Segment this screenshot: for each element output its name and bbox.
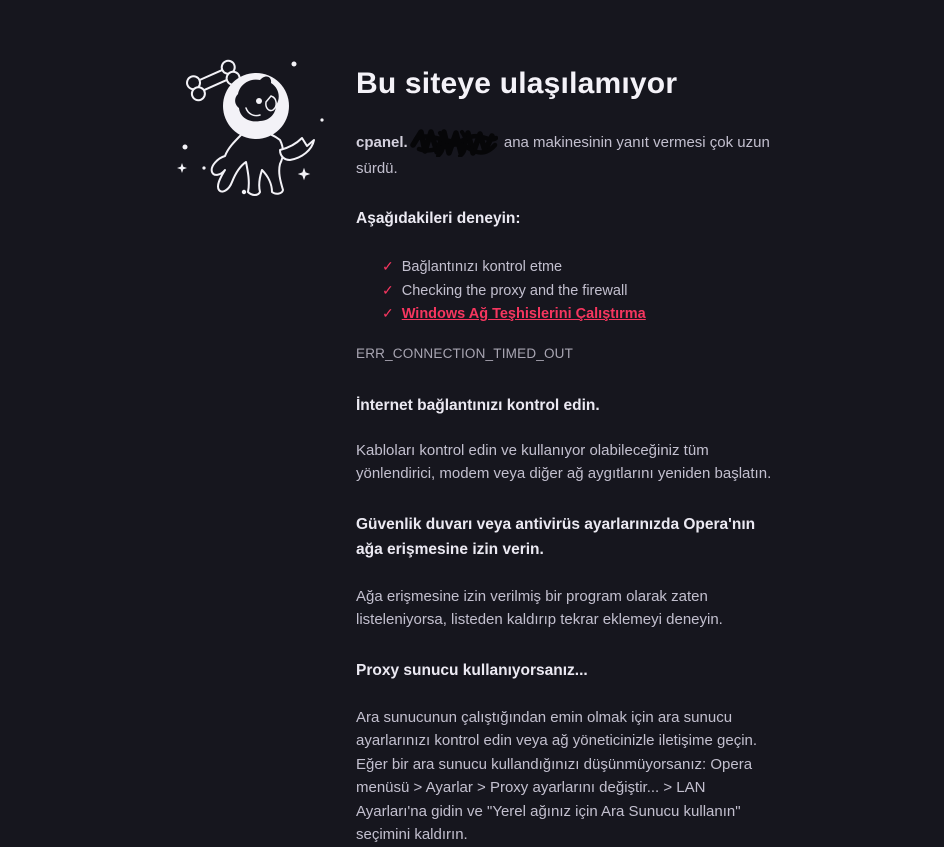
suggestion-item [382, 255, 776, 279]
star-dot [202, 166, 205, 169]
suggestion-label: Checking the proxy and the firewall [401, 282, 628, 299]
suggestion-label: Bağlantınızı kontrol etme [401, 259, 563, 275]
star-dot [320, 118, 323, 121]
check-icon: ✓ [382, 281, 394, 298]
dog-tail [280, 138, 314, 160]
dog-body [212, 131, 283, 195]
section-body-proxy: Ara sunucunun çalıştığından emin olmak için ara sunucu ayarlarınızı kontrol edin veya ağ yöneticinizle iletişime geçin. Eğer bir ara sunucu kullandığınızı düşünmüyorsanız: Opera menüsü > Ayarlar > Proxy ayarlarını değiştir... > LAN Ayarları'na gidin ve "Yerel ağınız için Ara Sunucu kullanın" seçimini kaldırın. [356, 708, 758, 843]
error-content [356, 0, 776, 847]
star-sparkle [177, 163, 187, 173]
section-heading-internet: İnternet bağlantınızı kontrol edin. [356, 396, 600, 414]
check-icon: ✓ [382, 305, 394, 321]
section-body-internet: Kabloları kontrol edin ve kullanıyor olabileceğiniz tüm yönlendirici, modem veya diğer ağ aygıtlarını yeniden başlatın. [356, 441, 772, 482]
suggestion-item [382, 279, 776, 303]
redacted-hostname-scribble [410, 127, 498, 157]
section-heading-proxy: Proxy sunucu kullanıyorsanız... [356, 661, 588, 679]
error-code: ERR_CONNECTION_TIMED_OUT [356, 345, 574, 361]
page-title: Bu siteye ulaşılamıyor [356, 67, 678, 100]
star-dot [292, 62, 297, 67]
suggestions-heading: Aşağıdakileri deneyin: [356, 210, 521, 227]
astronaut-dog-illustration [176, 50, 336, 200]
star-dot [183, 145, 188, 150]
hostname-prefix: cpanel. [356, 134, 408, 151]
star-dot [242, 190, 246, 194]
check-icon: ✓ [382, 258, 394, 274]
subtitle-text: ana makinesinin yanıt vermesi çok uzun sürdü. [356, 134, 770, 177]
run-network-diagnostics-link[interactable]: Windows Ağ Teşhislerini Çalıştırma [401, 306, 646, 322]
dog-in-space-icon [176, 50, 336, 200]
suggestion-item [382, 302, 776, 326]
section-heading-firewall: Güvenlik duvarı veya antivirüs ayarlarınızda Opera'nın ağa erişmesine izin verin. [356, 515, 756, 558]
section-body-firewall: Ağa erişmesine izin verilmiş bir program olarak zaten listeleniyorsa, listeden kaldırıp tekrar eklemeyi deneyin. [356, 587, 723, 628]
suggestions-list [356, 255, 776, 326]
star-sparkle [298, 168, 311, 181]
error-subtitle [356, 127, 776, 180]
dog-eye [256, 98, 262, 104]
